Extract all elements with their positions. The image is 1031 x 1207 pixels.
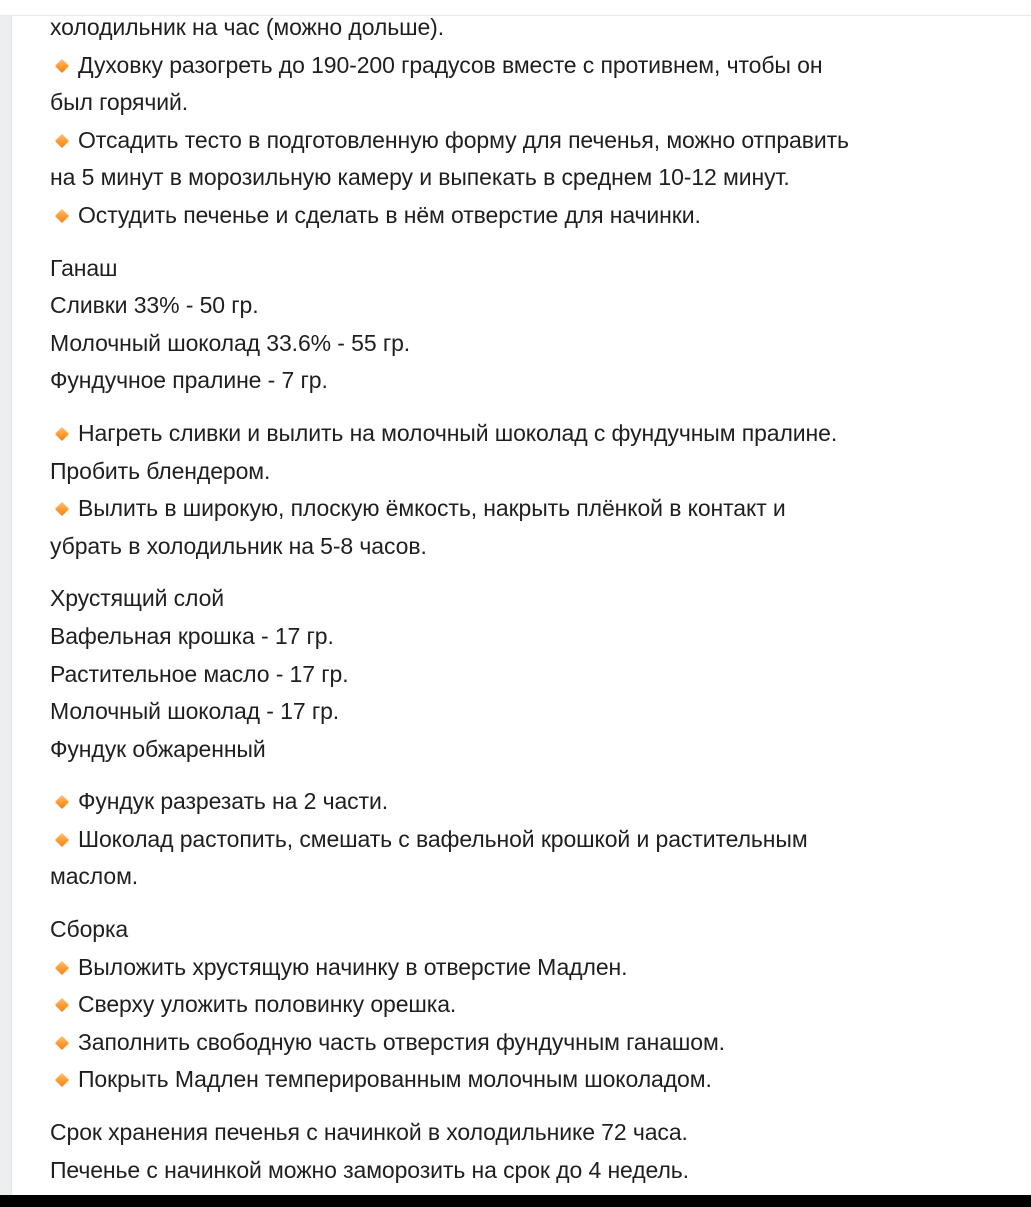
- text-line: [50, 858, 1010, 896]
- text-line: [50, 250, 1010, 288]
- text-line: [50, 528, 1010, 566]
- line-text: Фундук разрезать на 2 части.: [78, 788, 389, 815]
- bullet-list-item: [50, 949, 1010, 987]
- line-text: Выложить хрустящую начинку в отверстие Мадлен.: [78, 953, 628, 980]
- line-text: Сливки 33% - 50 гр.: [50, 292, 259, 319]
- orange-diamond-icon: [55, 833, 69, 847]
- line-text: Пробить блендером.: [50, 457, 271, 484]
- line-text: Нагреть сливки и вылить на молочный шоколад с фундучным пралине.: [78, 419, 838, 446]
- orange-diamond-icon: [55, 795, 69, 809]
- text-line: [50, 159, 1010, 197]
- line-text: Сверху уложить половинку орешка.: [78, 991, 457, 1018]
- text-line: [50, 9, 1010, 47]
- text-paragraph: [50, 911, 1010, 1099]
- text-line: [50, 693, 1010, 731]
- text-line: [50, 656, 1010, 694]
- line-text: убрать в холодильник на 5-8 часов.: [50, 532, 427, 559]
- line-text: Хрустящий слой: [50, 585, 225, 612]
- text-line: [50, 731, 1010, 769]
- text-line: [50, 287, 1010, 325]
- text-line: [50, 911, 1010, 949]
- line-text: Заполнить свободную часть отверстия фундучным ганашом.: [78, 1028, 725, 1055]
- line-text: Печенье с начинкой можно заморозить на срок до 4 недель.: [50, 1156, 689, 1183]
- text-line: [50, 1152, 1010, 1190]
- orange-diamond-icon: [55, 998, 69, 1012]
- left-sidebar-strip: [0, 16, 12, 1196]
- text-paragraph: [50, 415, 1010, 565]
- line-text: Покрыть Мадлен темперированным молочным шоколадом.: [78, 1066, 712, 1093]
- line-text: Фундук обжаренный: [50, 735, 266, 762]
- orange-diamond-icon: [55, 58, 69, 72]
- bullet-list-item: [50, 783, 1010, 821]
- bullet-list-item: [50, 986, 1010, 1024]
- line-text: Отсадить тесто в подготовленную форму для печенья, можно отправить: [78, 126, 849, 153]
- bullet-list-item: [50, 122, 1010, 160]
- line-text: Сборка: [50, 916, 129, 943]
- orange-diamond-icon: [55, 1036, 69, 1050]
- text-paragraph: [50, 1114, 1010, 1189]
- bullet-list-item: [50, 47, 1010, 85]
- orange-diamond-icon: [55, 961, 69, 975]
- text-line: [50, 453, 1010, 491]
- line-text: Ганаш: [50, 254, 118, 281]
- line-text: Остудить печенье и сделать в нём отверстие для начинки.: [78, 201, 701, 228]
- line-text: Шоколад растопить, смешать с вафельной крошкой и растительным: [78, 825, 808, 852]
- text-paragraph: [50, 250, 1010, 400]
- bullet-list-item: [50, 197, 1010, 235]
- bullet-list-item: [50, 1061, 1010, 1099]
- orange-diamond-icon: [55, 1073, 69, 1087]
- line-text: был горячий.: [50, 89, 189, 116]
- text-line: [50, 362, 1010, 400]
- line-text: Молочный шоколад 33.6% - 55 гр.: [50, 329, 411, 356]
- line-text: маслом.: [50, 863, 139, 890]
- line-text: Растительное масло - 17 гр.: [50, 660, 349, 687]
- bottom-black-bar: [0, 1195, 1031, 1207]
- line-text: холодильник на час (можно дольше).: [50, 14, 444, 40]
- line-text: Срок хранения печенья с начинкой в холодильнике 72 часа.: [50, 1119, 688, 1146]
- post-text: [50, 9, 1010, 1189]
- line-text: Вылить в широкую, плоскую ёмкость, накрыть плёнкой в контакт и: [78, 495, 786, 522]
- text-line: [50, 580, 1010, 618]
- text-paragraph: [50, 9, 1010, 235]
- text-paragraph: [50, 783, 1010, 896]
- orange-diamond-icon: [55, 209, 69, 223]
- text-line: [50, 1114, 1010, 1152]
- text-line: [50, 618, 1010, 656]
- bullet-list-item: [50, 490, 1010, 528]
- line-text: на 5 минут в морозильную камеру и выпекать в среднем 10-12 минут.: [50, 164, 790, 191]
- bullet-list-item: [50, 821, 1010, 859]
- text-line: [50, 84, 1010, 122]
- line-text: Фундучное пралине - 7 гр.: [50, 367, 328, 394]
- orange-diamond-icon: [55, 502, 69, 516]
- orange-diamond-icon: [55, 427, 69, 441]
- bullet-list-item: [50, 1024, 1010, 1062]
- line-text: Духовку разогреть до 190-200 градусов вместе с противнем, чтобы он: [78, 51, 823, 78]
- text-line: [50, 325, 1010, 363]
- text-paragraph: [50, 580, 1010, 768]
- line-text: Молочный шоколад - 17 гр.: [50, 698, 340, 725]
- orange-diamond-icon: [55, 134, 69, 148]
- bullet-list-item: [50, 415, 1010, 453]
- line-text: Вафельная крошка - 17 гр.: [50, 622, 334, 649]
